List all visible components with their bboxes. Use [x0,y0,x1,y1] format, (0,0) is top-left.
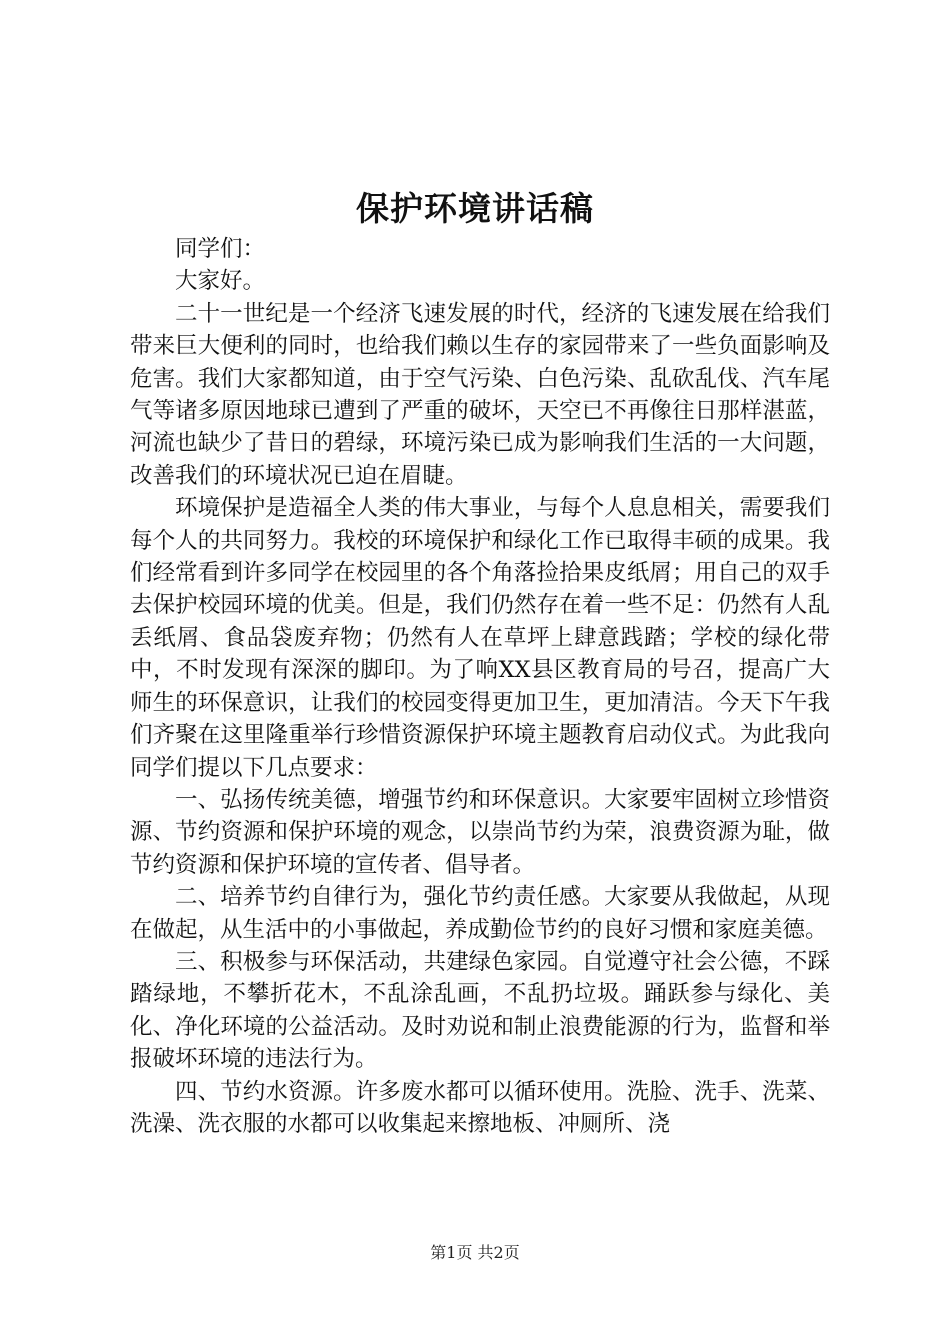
paragraph-school-status: 环境保护是造福全人类的伟大事业，与每个人息息相关，需要我们每个人的共同努力。我校的环境保护和绿化工作已取得丰硕的成果。我们经常看到许多同学在校园里的各个角落捡拾果皮纸屑；用自己的双手去保护校园环境的优美。但是，我们仍然存在着一些不足：仍然有人乱丢纸屑、食品袋废弃物；仍然有人在草坪上肆意践踏；学校的绿化带中，不时发现有深深的脚印。为了响XX县区教育局的号召，提高广大师生的环保意识，让我们的校园变得更加卫生，更加清洁。今天下午我们齐聚在这里隆重举行珍惜资源保护环境主题教育启动仪式。为此我向同学们提以下几点要求： [130,495,830,781]
document-title: 保护环境讲话稿 [356,189,594,228]
paragraph-intro: 二十一世纪是一个经济飞速发展的时代，经济的飞速发展在给我们带来巨大便利的同时，也给我们赖以生存的家园带来了一些负面影响及危害。我们大家都知道，由于空气污染、白色污染、乱砍乱伐、汽车尾气等诸多原因地球已遭到了严重的破坏，天空已不再像往日那样湛蓝，河流也缺少了昔日的碧绿，环境污染已成为影响我们生活的一大问题，改善我们的环境状况已迫在眉睫。 [130,300,830,489]
salutation: 同学们： [175,236,266,262]
document-body [130,233,830,1140]
requirement-3: 三、积极参与环保活动，共建绿色家园。自觉遵守社会公德，不踩踏绿地，不攀折花木，不乱涂乱画，不乱扔垃圾。踊跃参与绿化、美化、净化环境的公益活动。及时劝说和制止浪费能源的行为，监督和举报破坏环境的违法行为。 [130,948,830,1073]
greeting: 大家好。 [175,268,266,295]
requirement-2: 二、培养节约自律行为，强化节约责任感。大家要从我做起，从现在做起，从生活中的小事做起，养成勤俭节约的良好习惯和家庭美德。 [130,884,830,943]
requirement-4: 四、节约水资源。许多废水都可以循环使用。洗脸、洗手、洗菜、洗澡、洗衣服的水都可以收集起来擦地板、冲厕所、浇 [130,1078,830,1137]
page-footer: 第1页 共2页 [430,1243,520,1262]
requirement-1: 一、弘扬传统美德，增强节约和环保意识。大家要牢固树立珍惜资源、节约资源和保护环境的观念，以崇尚节约为荣，浪费资源为耻，做节约资源和保护环境的宣传者、倡导者。 [130,786,830,878]
